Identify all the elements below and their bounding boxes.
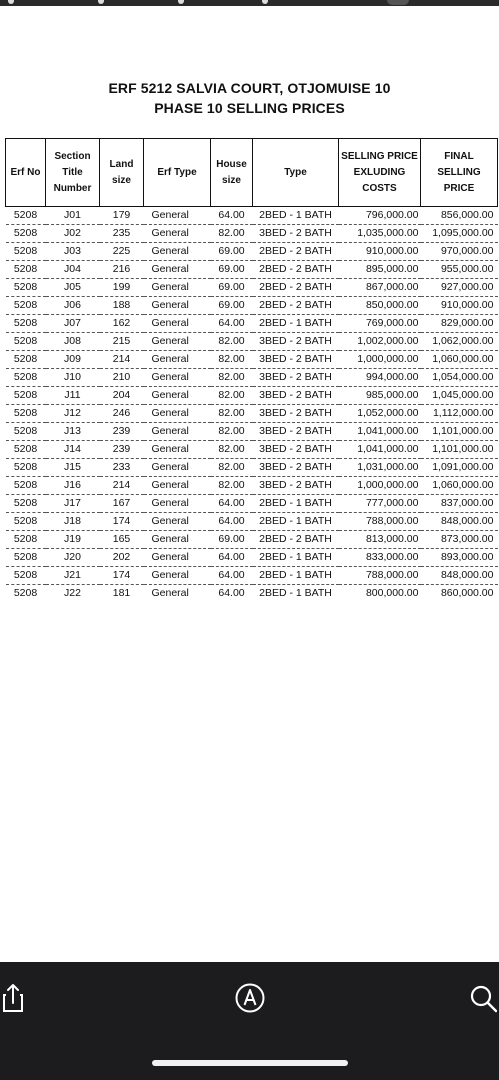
cell-erf-type: General (144, 405, 211, 423)
cell-selling-price: 850,000.00 (339, 297, 421, 315)
cell-selling-price: 1,035,000.00 (339, 225, 421, 243)
cell-erf-type: General (144, 423, 211, 441)
cell-erf-type: General (144, 441, 211, 459)
cell-land-size: 246 (100, 405, 144, 423)
cell-section-title: J19 (46, 531, 100, 549)
cell-selling-price: 788,000.00 (339, 513, 421, 531)
cell-erf-type: General (144, 243, 211, 261)
cell-land-size: 167 (100, 495, 144, 513)
table-row (6, 477, 498, 495)
header-erf-type: Erf Type (144, 139, 211, 207)
cell-house-size: 64.00 (211, 549, 253, 567)
cell-selling-price: 1,052,000.00 (339, 405, 421, 423)
cell-erf-type: General (151, 587, 189, 600)
cell-erf-no: 5208 (6, 279, 46, 297)
cell-type: 2BED - 1 BATH (253, 207, 339, 225)
status-mark (98, 0, 104, 4)
cell-erf-type: General (144, 549, 211, 567)
cell-erf-no: 5208 (6, 495, 46, 513)
cell-section-title: J16 (46, 477, 100, 495)
table-row (6, 207, 498, 225)
header-house-size: House size (211, 139, 253, 207)
table-row (6, 297, 498, 315)
cell-section-title: J14 (46, 441, 100, 459)
cell-erf-no: 5208 (13, 587, 38, 600)
cell-erf-no: 5208 (6, 351, 46, 369)
cell-land-size: 188 (100, 297, 144, 315)
cell-type: 3BED - 2 BATH (253, 225, 339, 243)
cell-type: 3BED - 2 BATH (253, 387, 339, 405)
document-title (0, 78, 499, 118)
table-row (6, 315, 498, 333)
cell-selling-price: 788,000.00 (339, 567, 421, 585)
cell-house-size: 82.00 (211, 441, 253, 459)
cell-erf-no: 5208 (6, 459, 46, 477)
cell-selling-price: 994,000.00 (339, 369, 421, 387)
cell-final-price: 848,000.00 (421, 513, 498, 531)
cell-land-size: 181 (112, 587, 131, 600)
cell-erf-type: General (144, 279, 211, 297)
cell-type: 2BED - 2 BATH (253, 279, 339, 297)
cell-house-size: 64.00 (211, 207, 253, 225)
cell-house-size: 69.00 (211, 279, 253, 297)
cell-final-price: 1,060,000.00 (421, 351, 498, 369)
table-row (6, 585, 498, 603)
cell-erf-no: 5208 (6, 225, 46, 243)
cell-final-price: 1,062,000.00 (421, 333, 498, 351)
cell-final-price: 910,000.00 (421, 297, 498, 315)
cell-section-title: J06 (46, 297, 100, 315)
cell-land-size: 179 (100, 207, 144, 225)
cell-house-size: 82.00 (211, 333, 253, 351)
cell-erf-no: 5208 (6, 261, 46, 279)
cell-erf-type: General (144, 351, 211, 369)
cell-land-size: 210 (100, 369, 144, 387)
cell-erf-type: General (144, 315, 211, 333)
cell-erf-no: 5208 (6, 405, 46, 423)
header-selling-price: SELLING PRICE EXLUDING COSTS (339, 139, 421, 207)
cell-type: 2BED - 1 BATH (253, 495, 339, 513)
cell-final-price: 856,000.00 (421, 207, 498, 225)
cell-type: 2BED - 1 BATH (259, 587, 332, 600)
table-row (6, 513, 498, 531)
cell-erf-type: General (144, 567, 211, 585)
cell-erf-type: General (144, 513, 211, 531)
cell-final-price: 837,000.00 (421, 495, 498, 513)
home-indicator[interactable] (152, 1060, 348, 1066)
cell-erf-type: General (144, 261, 211, 279)
header-final-selling-price: FINAL SELLING PRICE (421, 139, 498, 207)
cell-selling-price: 796,000.00 (339, 207, 421, 225)
cell-final-price: 1,060,000.00 (421, 477, 498, 495)
status-pill (387, 0, 409, 5)
cell-section-title: J12 (46, 405, 100, 423)
cell-house-size: 82.00 (211, 477, 253, 495)
cell-selling-price: 867,000.00 (339, 279, 421, 297)
cell-type: 2BED - 1 BATH (253, 549, 339, 567)
cell-section-title: J20 (46, 549, 100, 567)
cell-type: 2BED - 1 BATH (253, 513, 339, 531)
cell-final-price: 1,045,000.00 (421, 387, 498, 405)
cell-erf-type: General (144, 297, 211, 315)
cell-erf-type: General (144, 459, 211, 477)
cell-type: 3BED - 2 BATH (253, 441, 339, 459)
cell-section-title: J08 (46, 333, 100, 351)
cell-section-title: J11 (46, 387, 100, 405)
table-row (6, 333, 498, 351)
table-row (6, 387, 498, 405)
cell-land-size: 165 (100, 531, 144, 549)
cell-type: 2BED - 2 BATH (253, 531, 339, 549)
cell-section-title: J02 (46, 225, 100, 243)
cell-erf-no: 5208 (6, 423, 46, 441)
table-row (6, 225, 498, 243)
cell-final-price: 1,054,000.00 (421, 369, 498, 387)
status-mark (262, 0, 268, 4)
cell-final-price: 1,091,000.00 (421, 459, 498, 477)
cell-erf-no: 5208 (6, 243, 46, 261)
table-row (6, 459, 498, 477)
cell-type: 3BED - 2 BATH (253, 351, 339, 369)
cell-house-size: 82.00 (211, 369, 253, 387)
table-row (6, 243, 498, 261)
cell-land-size: 202 (100, 549, 144, 567)
cell-final-price: 829,000.00 (421, 315, 498, 333)
cell-final-price: 927,000.00 (421, 279, 498, 297)
cell-house-size: 64.00 (211, 513, 253, 531)
cell-house-size: 69.00 (211, 261, 253, 279)
cell-land-size: 174 (100, 513, 144, 531)
cell-selling-price: 777,000.00 (339, 495, 421, 513)
cell-selling-price: 800,000.00 (365, 587, 419, 600)
table-row (6, 261, 498, 279)
title-line-2: PHASE 10 SELLING PRICES (154, 100, 345, 116)
cell-type: 2BED - 1 BATH (253, 567, 339, 585)
cell-selling-price: 1,041,000.00 (339, 423, 421, 441)
cell-land-size: 204 (100, 387, 144, 405)
cell-land-size: 216 (100, 261, 144, 279)
cell-erf-no: 5208 (6, 369, 46, 387)
cell-erf-no: 5208 (6, 387, 46, 405)
cell-final-price: 848,000.00 (421, 567, 498, 585)
table-row (6, 531, 498, 549)
cell-section-title: J10 (46, 369, 100, 387)
share-icon[interactable] (0, 982, 32, 1014)
cell-house-size: 82.00 (211, 405, 253, 423)
cell-selling-price: 769,000.00 (339, 315, 421, 333)
cell-selling-price: 813,000.00 (339, 531, 421, 549)
cell-house-size: 82.00 (211, 459, 253, 477)
cell-final-price: 893,000.00 (421, 549, 498, 567)
cell-type: 3BED - 2 BATH (253, 333, 339, 351)
table-row (6, 567, 498, 585)
cell-land-size: 162 (100, 315, 144, 333)
cell-section-title: J09 (46, 351, 100, 369)
table-row (6, 369, 498, 387)
cell-land-size: 214 (100, 351, 144, 369)
cell-final-price: 1,095,000.00 (421, 225, 498, 243)
cell-erf-type: General (144, 369, 211, 387)
cell-erf-no: 5208 (6, 297, 46, 315)
cell-final-price: 1,101,000.00 (421, 441, 498, 459)
search-icon[interactable] (465, 982, 497, 1014)
cell-erf-type: General (144, 333, 211, 351)
cell-land-size: 199 (100, 279, 144, 297)
cell-erf-type: General (144, 531, 211, 549)
cell-type: 3BED - 2 BATH (253, 423, 339, 441)
cell-type: 3BED - 2 BATH (253, 369, 339, 387)
cell-house-size: 69.00 (211, 243, 253, 261)
cell-selling-price: 910,000.00 (339, 243, 421, 261)
cell-erf-type: General (144, 477, 211, 495)
status-strip (0, 0, 499, 6)
cell-house-size: 82.00 (211, 225, 253, 243)
cell-erf-no: 5208 (6, 567, 46, 585)
table-row (6, 405, 498, 423)
cell-final-price: 1,101,000.00 (421, 423, 498, 441)
header-type: Type (253, 139, 339, 207)
cell-section-title: J04 (46, 261, 100, 279)
cell-house-size: 64.00 (211, 567, 253, 585)
cell-section-title: J15 (46, 459, 100, 477)
table-row (6, 351, 498, 369)
markup-icon[interactable] (234, 982, 266, 1014)
cell-selling-price: 1,041,000.00 (339, 441, 421, 459)
cell-section-title: J07 (46, 315, 100, 333)
cell-final-price: 860,000.00 (440, 587, 494, 600)
cell-erf-no: 5208 (6, 441, 46, 459)
status-mark (8, 0, 14, 4)
cell-land-size: 233 (100, 459, 144, 477)
cell-house-size: 69.00 (211, 531, 253, 549)
cell-type: 3BED - 2 BATH (253, 477, 339, 495)
cell-land-size: 239 (100, 423, 144, 441)
cell-house-size: 64.00 (211, 315, 253, 333)
cell-erf-no: 5208 (6, 333, 46, 351)
cell-final-price: 1,112,000.00 (421, 405, 498, 423)
cell-land-size: 239 (100, 441, 144, 459)
cell-selling-price: 833,000.00 (339, 549, 421, 567)
cell-erf-type: General (144, 207, 211, 225)
cell-selling-price: 985,000.00 (339, 387, 421, 405)
table-header (6, 139, 498, 207)
cell-type: 2BED - 2 BATH (253, 243, 339, 261)
cell-selling-price: 895,000.00 (339, 261, 421, 279)
cell-section-title: J05 (46, 279, 100, 297)
cell-erf-type: General (144, 225, 211, 243)
cell-type: 2BED - 2 BATH (253, 261, 339, 279)
cell-erf-no: 5208 (6, 477, 46, 495)
cell-section-title: J01 (46, 207, 100, 225)
cell-section-title: J03 (46, 243, 100, 261)
table-row (6, 279, 498, 297)
cell-selling-price: 1,000,000.00 (339, 351, 421, 369)
cell-type: 2BED - 1 BATH (253, 315, 339, 333)
cell-erf-type: General (144, 495, 211, 513)
table-row (6, 495, 498, 513)
cell-land-size: 235 (100, 225, 144, 243)
cell-house-size: 69.00 (211, 297, 253, 315)
title-line-1: ERF 5212 SALVIA COURT, OTJOMUISE 10 (108, 80, 391, 96)
header-erf-no: Erf No (6, 139, 46, 207)
cell-house-size: 64.00 (218, 587, 245, 600)
cell-erf-type: General (144, 387, 211, 405)
table-row (6, 441, 498, 459)
cell-section-title: J18 (46, 513, 100, 531)
cell-section-title: J13 (46, 423, 100, 441)
cell-erf-no: 5208 (6, 513, 46, 531)
table-body (6, 207, 498, 603)
cell-final-price: 955,000.00 (421, 261, 498, 279)
cell-land-size: 214 (100, 477, 144, 495)
cell-section-title: J21 (46, 567, 100, 585)
cell-final-price: 873,000.00 (421, 531, 498, 549)
header-land-size: Land size (100, 139, 144, 207)
selling-price-table (5, 138, 498, 602)
table-row (6, 423, 498, 441)
cell-house-size: 64.00 (211, 495, 253, 513)
cell-erf-no: 5208 (6, 531, 46, 549)
header-section-title-number: Section Title Number (46, 139, 100, 207)
cell-final-price: 970,000.00 (421, 243, 498, 261)
cell-land-size: 174 (100, 567, 144, 585)
cell-type: 2BED - 2 BATH (253, 297, 339, 315)
cell-erf-no: 5208 (6, 207, 46, 225)
cell-selling-price: 1,000,000.00 (339, 477, 421, 495)
cell-house-size: 82.00 (211, 423, 253, 441)
cell-land-size: 215 (100, 333, 144, 351)
cell-type: 3BED - 2 BATH (253, 405, 339, 423)
cell-erf-no: 5208 (6, 549, 46, 567)
cell-house-size: 82.00 (211, 351, 253, 369)
cell-selling-price: 1,002,000.00 (339, 333, 421, 351)
cell-type: 3BED - 2 BATH (253, 459, 339, 477)
cell-section-title: J17 (46, 495, 100, 513)
cell-house-size: 82.00 (211, 387, 253, 405)
table-row (6, 549, 498, 567)
cell-selling-price: 1,031,000.00 (339, 459, 421, 477)
cell-erf-no: 5208 (6, 315, 46, 333)
cell-section-title: J22 (64, 587, 81, 600)
cell-land-size: 225 (100, 243, 144, 261)
status-mark (178, 0, 184, 4)
